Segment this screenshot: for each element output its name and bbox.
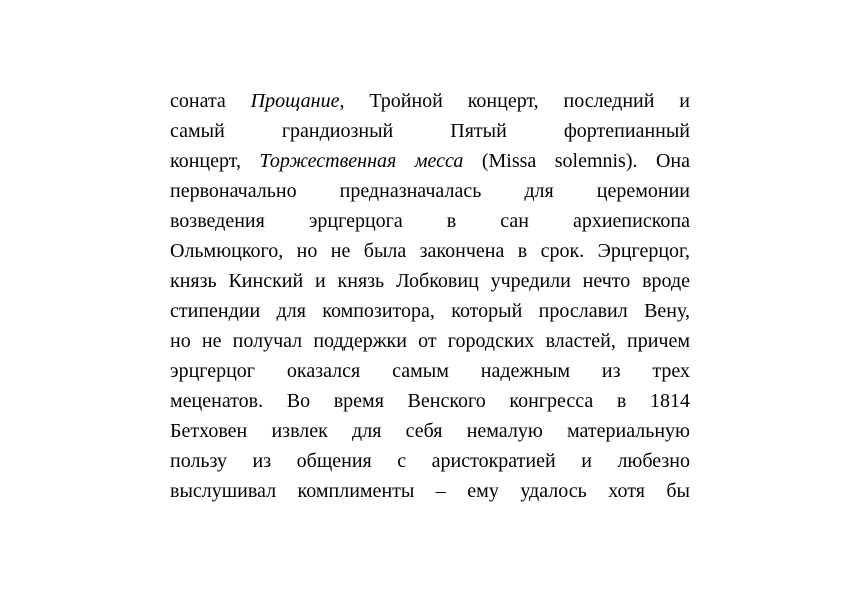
text-line bbox=[170, 116, 690, 146]
text-run: (Missa solemnis). Она bbox=[463, 150, 690, 172]
text-run: пользу из общения с аристократией и любезно bbox=[170, 450, 690, 472]
text-run: Ольмюцкого, но не была закончена в срок. Эрцгерцог, bbox=[170, 240, 690, 262]
text-line bbox=[170, 176, 690, 206]
text-run: возведения эрцгерцога в сан архиепископа bbox=[170, 210, 690, 232]
text-line bbox=[170, 446, 690, 476]
text-run: выслушивал комплименты – ему удалось хотя бы bbox=[170, 480, 690, 502]
text-line bbox=[170, 476, 690, 506]
text-run: самый грандиозный Пятый фортепианный bbox=[170, 120, 690, 142]
text-run: эрцгерцог оказался самым надежным из трех bbox=[170, 360, 690, 382]
text-run: стипендии для композитора, который прославил Вену, bbox=[170, 300, 690, 322]
text-run: первоначально предназначалась для церемонии bbox=[170, 180, 690, 202]
text-line bbox=[170, 386, 690, 416]
text-run: князь Кинский и князь Лобковиц учредили нечто вроде bbox=[170, 270, 690, 292]
italic-title-text: Торжественная месса bbox=[259, 150, 464, 172]
text-run: Бетховен извлек для себя немалую материальную bbox=[170, 420, 690, 442]
text-line bbox=[170, 356, 690, 386]
text-line bbox=[170, 236, 690, 266]
text-line bbox=[170, 146, 690, 176]
text-line bbox=[170, 416, 690, 446]
text-run: соната bbox=[170, 90, 251, 112]
text-line bbox=[170, 206, 690, 236]
text-run: концерт, bbox=[170, 150, 260, 172]
text-run: меценатов. Во время Венского конгресса в 1814 bbox=[170, 390, 690, 412]
text-line bbox=[170, 86, 690, 116]
text-line bbox=[170, 266, 690, 296]
text-run: но не получал поддержки от городских властей, причем bbox=[170, 330, 690, 352]
text-line bbox=[170, 296, 690, 326]
italic-title-text: Прощание bbox=[250, 90, 340, 112]
body-paragraph bbox=[170, 86, 690, 506]
text-run: , Тройной концерт, последний и bbox=[339, 90, 690, 112]
text-line bbox=[170, 326, 690, 356]
